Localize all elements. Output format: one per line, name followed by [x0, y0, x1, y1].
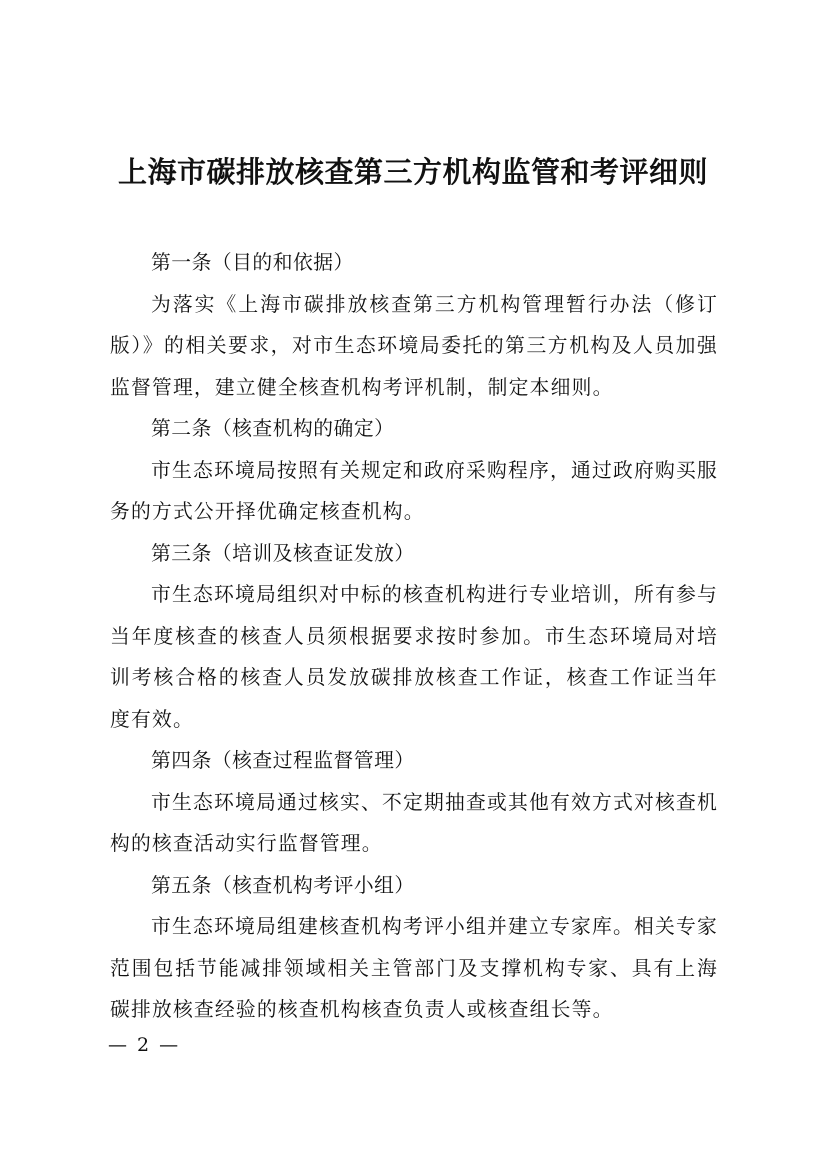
document-title: 上海市碳排放核查第三方机构监管和考评细则 — [117, 155, 708, 189]
article-text: 市生态环境局通过核实、不定期抽查或其他有效方式对核查机构的核查活动实行监督管理。 — [110, 790, 718, 855]
article-text: 市生态环境局组建核查机构考评小组并建立专家库。相关专家范围包括节能减排领域相关主管部门及支撑机构专家、具有上海碳排放核查经验的核查机构核查负责人或核查组长等。 — [110, 915, 718, 1021]
article-1 — [110, 242, 718, 408]
article-heading: 第一条（目的和依据） — [151, 251, 354, 274]
article-text: 市生态环境局组织对中标的核查机构进行专业培训，所有参与当年度核查的核查人员须根据要求按时参加。市生态环境局对培训考核合格的核查人员发放碳排放核查工作证，核查工作证当年度有效。 — [110, 583, 718, 731]
article-text: 市生态环境局按照有关规定和政府采购程序，通过政府购买服务的方式公开择优确定核查机构。 — [110, 458, 718, 523]
article-text: 为落实《上海市碳排放核查第三方机构管理暂行办法（修订版）》的相关要求，对市生态环境局委托的第三方机构及人员加强监督管理，建立健全核查机构考评机制，制定本细则。 — [110, 292, 718, 399]
article-heading: 第五条（核查机构考评小组） — [151, 873, 415, 897]
article-3 — [110, 533, 718, 741]
page-number: — 2 — — [108, 1034, 181, 1056]
article-heading: 第三条（培训及核查证发放） — [151, 541, 415, 565]
document-body — [110, 242, 718, 1031]
article-2 — [110, 408, 718, 533]
article-heading: 第四条（核查过程监督管理） — [151, 749, 415, 772]
article-5 — [110, 865, 718, 1031]
article-heading: 第二条（核查机构的确定） — [151, 417, 395, 440]
article-4 — [110, 740, 718, 865]
